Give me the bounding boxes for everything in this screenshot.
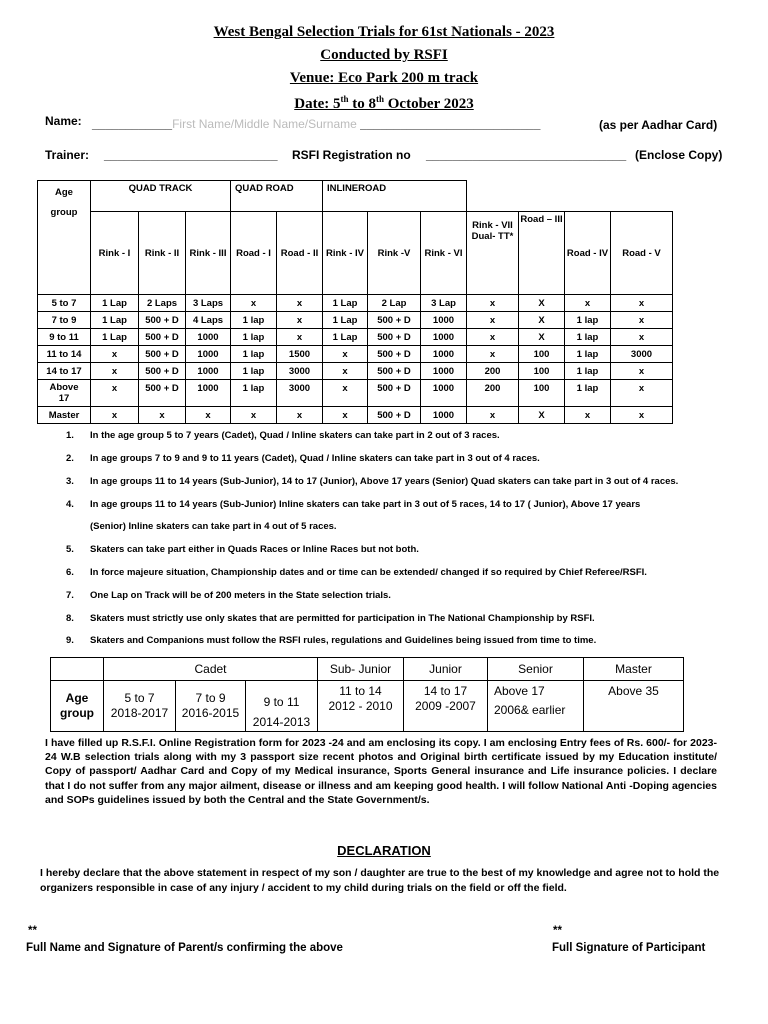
age-cell: 14 to 17 2009 -2007 bbox=[404, 681, 488, 732]
registration-note: (Enclose Copy) bbox=[635, 148, 723, 162]
race-row bbox=[38, 329, 673, 346]
race-cell: x bbox=[565, 407, 611, 424]
col-header: Rink - VII Dual- TT* bbox=[467, 212, 519, 295]
inline-road-header: INLINEROAD bbox=[323, 181, 467, 212]
race-cell: x bbox=[467, 407, 519, 424]
age-category-table bbox=[50, 657, 684, 732]
trainer-label: Trainer: bbox=[45, 148, 90, 162]
category-junior: Junior bbox=[404, 658, 488, 681]
race-cell: 3 Lap bbox=[421, 295, 467, 312]
race-row bbox=[38, 363, 673, 380]
col-header: Road - IV bbox=[565, 212, 611, 295]
header-spacer bbox=[467, 181, 673, 212]
age-cell: Above 17 2006& earlier bbox=[488, 681, 584, 732]
race-cell: 3000 bbox=[277, 380, 323, 407]
race-cell: 500 + D bbox=[139, 380, 186, 407]
race-cell: 1 lap bbox=[231, 380, 277, 407]
race-row-age: 14 to 17 bbox=[38, 363, 91, 380]
title-conducted-by: Conducted by RSFI bbox=[320, 47, 448, 63]
age-cell: Above 35 bbox=[584, 681, 684, 732]
age-cell: 11 to 14 2012 - 2010 bbox=[318, 681, 404, 732]
race-cell: x bbox=[91, 407, 139, 424]
race-cell: 2 Laps bbox=[139, 295, 186, 312]
race-cell: 1 lap bbox=[565, 363, 611, 380]
race-cell: x bbox=[277, 329, 323, 346]
race-cell: 500 + D bbox=[368, 329, 421, 346]
race-row bbox=[38, 380, 673, 407]
race-cell: x bbox=[323, 346, 368, 363]
col-header: Road - I bbox=[231, 212, 277, 295]
race-cell: 1000 bbox=[421, 329, 467, 346]
race-cell: 1 lap bbox=[231, 312, 277, 329]
quad-road-header: QUAD ROAD bbox=[231, 181, 323, 212]
parent-signature-mark: ** bbox=[28, 925, 37, 937]
race-cell: 1 Lap bbox=[91, 295, 139, 312]
race-cell: 3 Laps bbox=[186, 295, 231, 312]
race-cell: x bbox=[467, 312, 519, 329]
race-cell: 1 Lap bbox=[91, 329, 139, 346]
race-cell: x bbox=[611, 295, 673, 312]
race-row-age: 7 to 9 bbox=[38, 312, 91, 329]
document-page: West Bengal Selection Trials for 61st Nationals - 2023 Conducted by RSFI Venue: Eco Park 200 m track Date: 5th to 8th October 2023 Name: ____________First Name/Middle Name/Surname ___________________________ (as per Aadhar Card) Trainer: __________________________ RSFI Registration no ______________________________ (Enclose Copy) Age group QUAD TRACK QUAD ROAD INLINEROAD Rink - I Rink - II Rink - III Road - I Road - II Rink - IV Rink -V Rink - VI Rink - VII Dual- TT* Road – III Road - IV Road - V 5 to 7 1 Lap 2 Laps 3 Laps x x 1 Lap 2 Lap 3 Lap x X x x 7 to 9 1 Lap 500 + D 4 Laps 1 lap x 1 Lap 500 + D 1000 x X 1 lap x 9 to 11 1 Lap 500 + D 1000 1 lap x 1 Lap 500 + D 1000 x X 1 lap x 11 to 14 x 500 + D 1000 1 lap 1500 x 500 + D 1000 x 100 1 lap 3000 14 to 17 x 500 + D 1000 1 lap 3000 x 500 + D 1000 200 100 1 lap x Above 17 x 500 + D 1000 1 lap 3000 x 500 + D 1000 200 100 1 lap x Master x x x x x x 500 + D 1000 x X x x 1. In the age group 5 to 7 years (Cadet), Quad / Inline skaters can take part in 2 out of 3 races. 2. In age groups 7 to 9 and 9 to 11 years (Cadet), Quad / Inline skaters can take part in 3 out of 4 races. 3. In age groups 11 to 14 years (Sub-Junior), 14 to 17 (Junior), Above 17 years (Senior) Quad skaters can take part in 3 out of 4 races. 4. In age groups 11 to 14 years (Sub-Junior) Inline skaters can take part in 3 out of 5 races, 14 to 17 ( Junior), Above 17 years (Senior) Inline skaters can take part in 4 out of 5 races. 5. Skaters can take part either in Quads Races or Inline Races but not both. 6. In force majeure situation, Championship dates and or time can be extended/ changed if so required by Chief Referee/RSFI. 7. One Lap on Track will be of 200 meters in the State selection trials. 8. Skaters must strictly use only skates that are permitted for participation in The National Championship by RSFI. 9. Skaters and Companions must follow the RSFI rules, regulations and Guidelines being issued from time to time. Cadet Sub- Junior Junior Senior Master Age group 5 to 7 2018-2017 7 to 9 2016-2015 9 to 11 2014-2013 11 to 14 2012 - 2010 14 to 17 2009 -2007 Above 17 2006& earlier Above 35 I have filled up R.S.F.I. Online Registration form for 2023 -24 and am enclosing its copy. I am enclosing Entry fees of Rs. 600/- for 2023-24 W.B selection trials along with my 3 passport size recent photos and Original birth certificate issued by my Education institute/ Copy of passport/ Aadhar Card and Copy of my Medical insurance, Sports General insurance and Life insurance policies. I declare that I do not suffer from any major ailment, disease or illness and am keeping good health. I will follow National Anti -Doping agencies and SOPs guidelines issued by both the Central and the State Government/s. DECLARATION I hereby declare that the above statement in respect of my son / daughter are true to the best of my knowledge and agree not to hold the organizers responsible in case of any injury / accident to my child during trials on the field or off the field. ** Full Name and Signature of Parent/s confirming the above ** Full Signature of Participant bbox=[0, 0, 768, 1024]
race-cell: x bbox=[277, 295, 323, 312]
race-cell: x bbox=[467, 295, 519, 312]
race-cell: 1000 bbox=[421, 363, 467, 380]
undertaking-paragraph: I have filled up R.S.F.I. Online Registration form for 2023 -24 and am enclosing its copy. I am enclosing Entry fees of Rs. 600/- for 2023-24 W.B selection trials along with my 3 passport size recent photos and Original birth certificate issued by my Education institute/ Copy of passport/ Aadhar Card and Copy of my Medical insurance, Sports General insurance and Life insurance policies. I declare that I do not suffer from any major ailment, disease or illness and am keeping good health. I will follow National Anti -Doping agencies and SOPs guidelines issued by both the Central and the State Government/s. bbox=[45, 737, 717, 806]
col-header: Rink -V bbox=[368, 212, 421, 295]
race-cell: x bbox=[231, 407, 277, 424]
race-cell: 1 lap bbox=[565, 380, 611, 407]
trainer-field[interactable]: __________________________ bbox=[104, 148, 278, 162]
race-cell: 2 Lap bbox=[368, 295, 421, 312]
race-cell: 500 + D bbox=[139, 346, 186, 363]
race-cell: 1 Lap bbox=[323, 312, 368, 329]
category-sub-junior: Sub- Junior bbox=[318, 658, 404, 681]
race-row-age: 9 to 11 bbox=[38, 329, 91, 346]
name-label: Name: bbox=[45, 114, 82, 128]
parent-signature-label: Full Name and Signature of Parent/s confirming the above bbox=[26, 942, 343, 954]
declaration-title: DECLARATION bbox=[337, 843, 431, 858]
race-cell: x bbox=[91, 363, 139, 380]
col-header: Rink - IV bbox=[323, 212, 368, 295]
race-cell: x bbox=[611, 312, 673, 329]
race-row bbox=[38, 407, 673, 424]
title-venue: Venue: Eco Park 200 m track bbox=[289, 70, 479, 86]
registration-field[interactable]: ______________________________ bbox=[426, 148, 627, 162]
race-cell: 500 + D bbox=[368, 380, 421, 407]
race-cell: 1 lap bbox=[231, 346, 277, 363]
col-header: Road - V bbox=[611, 212, 673, 295]
category-master: Master bbox=[584, 658, 684, 681]
col-header: Rink - III bbox=[186, 212, 231, 295]
race-cell: 200 bbox=[467, 363, 519, 380]
race-cell: 1 Lap bbox=[323, 329, 368, 346]
participant-signature-mark: ** bbox=[553, 925, 562, 937]
race-cell: x bbox=[611, 363, 673, 380]
name-field[interactable]: ____________First Name/Middle Name/Surname ___________________________ bbox=[92, 117, 541, 131]
race-cell: 1000 bbox=[186, 329, 231, 346]
race-cell: 3000 bbox=[611, 346, 673, 363]
race-cell: x bbox=[467, 346, 519, 363]
race-row-age: 11 to 14 bbox=[38, 346, 91, 363]
race-cell: 1 lap bbox=[565, 329, 611, 346]
col-header: Road – III bbox=[519, 212, 565, 295]
race-cell: x bbox=[277, 407, 323, 424]
age-table-corner bbox=[51, 658, 104, 681]
race-cell: X bbox=[519, 295, 565, 312]
registration-label: RSFI Registration no bbox=[292, 148, 411, 162]
race-cell: x bbox=[323, 380, 368, 407]
race-cell: 500 + D bbox=[368, 363, 421, 380]
race-cell: x bbox=[611, 329, 673, 346]
race-cell: x bbox=[91, 346, 139, 363]
race-cell: X bbox=[519, 407, 565, 424]
race-cell: x bbox=[186, 407, 231, 424]
race-row-age: Above 17 bbox=[38, 380, 91, 407]
race-cell: 1 Lap bbox=[91, 312, 139, 329]
quad-track-header: QUAD TRACK bbox=[91, 181, 231, 212]
category-cadet: Cadet bbox=[104, 658, 318, 681]
race-cell: 1500 bbox=[277, 346, 323, 363]
age-cell: 5 to 7 2018-2017 bbox=[104, 681, 176, 732]
name-note: (as per Aadhar Card) bbox=[599, 118, 718, 132]
race-cell: 100 bbox=[519, 363, 565, 380]
race-cell: x bbox=[139, 407, 186, 424]
race-cell: 100 bbox=[519, 346, 565, 363]
race-cell: 1 lap bbox=[565, 346, 611, 363]
race-cell: 100 bbox=[519, 380, 565, 407]
race-cell: 1000 bbox=[421, 346, 467, 363]
race-cell: x bbox=[323, 363, 368, 380]
col-header: Rink - II bbox=[139, 212, 186, 295]
race-cell: x bbox=[611, 407, 673, 424]
col-header: Rink - I bbox=[91, 212, 139, 295]
age-cell: 9 to 11 2014-2013 bbox=[246, 681, 318, 732]
race-row bbox=[38, 312, 673, 329]
age-cell: 7 to 9 2016-2015 bbox=[176, 681, 246, 732]
race-cell: 500 + D bbox=[139, 363, 186, 380]
race-cell: x bbox=[467, 329, 519, 346]
race-cell: x bbox=[323, 407, 368, 424]
race-cell: 500 + D bbox=[368, 346, 421, 363]
race-row bbox=[38, 346, 673, 363]
race-cell: 1 lap bbox=[231, 329, 277, 346]
race-cell: 500 + D bbox=[368, 312, 421, 329]
race-cell: 1 Lap bbox=[323, 295, 368, 312]
race-cell: X bbox=[519, 312, 565, 329]
race-row bbox=[38, 295, 673, 312]
age-group-label: Age group bbox=[51, 681, 104, 732]
race-cell: x bbox=[611, 380, 673, 407]
race-cell: 1 lap bbox=[231, 363, 277, 380]
race-cell: 4 Laps bbox=[186, 312, 231, 329]
race-cell: x bbox=[231, 295, 277, 312]
race-cell: 1000 bbox=[186, 380, 231, 407]
race-cell: 1 lap bbox=[565, 312, 611, 329]
col-header: Road - II bbox=[277, 212, 323, 295]
race-cell: 500 + D bbox=[139, 312, 186, 329]
race-cell: 500 + D bbox=[368, 407, 421, 424]
participant-signature-label: Full Signature of Participant bbox=[552, 942, 706, 954]
race-cell: 3000 bbox=[277, 363, 323, 380]
race-cell: 200 bbox=[467, 380, 519, 407]
race-cell: 500 + D bbox=[139, 329, 186, 346]
race-cell: 1000 bbox=[421, 407, 467, 424]
race-events-table bbox=[37, 180, 673, 424]
race-cell: 1000 bbox=[421, 312, 467, 329]
race-cell: 1000 bbox=[186, 346, 231, 363]
race-cell: x bbox=[565, 295, 611, 312]
age-group-header: Age group bbox=[38, 181, 91, 295]
race-cell: 1000 bbox=[186, 363, 231, 380]
declaration-text: I hereby declare that the above statement in respect of my son / daughter are true to the best of my knowledge and agree not to hold the organizers responsible in case of any injury / accident to my child during trials on the field or off the field. bbox=[40, 867, 720, 894]
race-row-age: 5 to 7 bbox=[38, 295, 91, 312]
title-trials: West Bengal Selection Trials for 61st Nationals - 2023 bbox=[213, 24, 555, 40]
race-cell: x bbox=[277, 312, 323, 329]
name-placeholder: First Name/Middle Name/Surname bbox=[172, 117, 357, 131]
race-row-age: Master bbox=[38, 407, 91, 424]
title-date: Date: 5th to 8th October 2023 bbox=[294, 94, 474, 112]
race-cell: X bbox=[519, 329, 565, 346]
col-header: Rink - VI bbox=[421, 212, 467, 295]
race-cell: x bbox=[91, 380, 139, 407]
race-cell: 1000 bbox=[421, 380, 467, 407]
category-senior: Senior bbox=[488, 658, 584, 681]
